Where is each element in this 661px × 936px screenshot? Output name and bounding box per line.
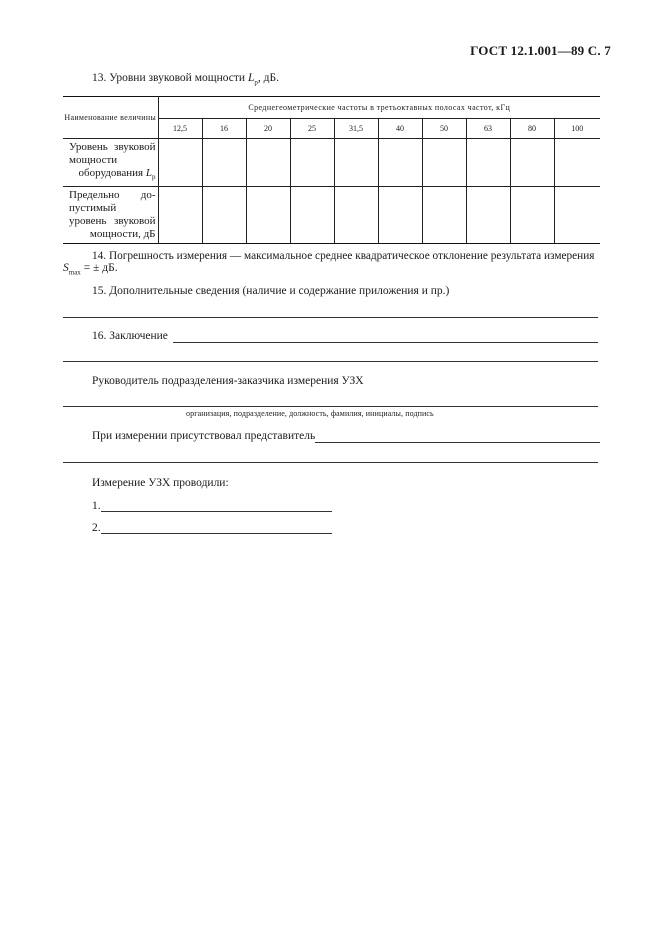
- table-cell: [290, 187, 334, 244]
- page-header: ГОСТ 12.1.001—89 С. 7: [470, 43, 611, 58]
- conducted-text: Измерение УЗХ проводили:: [92, 477, 229, 489]
- fill-line[interactable]: [63, 462, 598, 463]
- fill-line[interactable]: [63, 361, 598, 362]
- item-13-heading: [92, 72, 279, 86]
- table-cell: [510, 139, 554, 187]
- present-representative-text: При измерении присутствовал представитель: [92, 430, 316, 442]
- table-cell: [158, 139, 202, 187]
- table-cell: [378, 139, 422, 187]
- freq-cell: 16: [202, 119, 246, 139]
- table-cell: [466, 139, 510, 187]
- signer-2-fill-line[interactable]: [101, 533, 332, 534]
- table-cell: [554, 187, 600, 244]
- fill-line[interactable]: [63, 317, 598, 318]
- freq-cell: 31,5: [334, 119, 378, 139]
- table-cell: [334, 187, 378, 244]
- item-13-subscript: p: [254, 78, 258, 87]
- item-14-subscript: max: [68, 268, 81, 277]
- item-16-text: 16. Заключение: [92, 330, 168, 342]
- table-cell: [246, 187, 290, 244]
- freq-cell: 20: [246, 119, 290, 139]
- signer-1-number: 1.: [92, 500, 101, 512]
- sound-power-table: [63, 96, 600, 244]
- item-14-line2: [63, 262, 118, 276]
- freq-cell: 100: [554, 119, 600, 139]
- item-14-rest: = ± дБ.: [80, 262, 118, 274]
- head-of-unit-fill-line[interactable]: [63, 406, 598, 407]
- signer-2-number: 2.: [92, 522, 101, 534]
- head-of-unit-text: Руководитель подразделения-заказчика измерения УЗХ: [92, 375, 364, 387]
- item-14-symbol: S: [63, 262, 69, 274]
- table-cell: [466, 187, 510, 244]
- signature-caption: организация, подразделение, должность, фамилия, инициалы, подпись: [186, 409, 434, 418]
- conclusion-fill-line[interactable]: [173, 342, 598, 343]
- table-cell: [202, 139, 246, 187]
- item-13-text: 13. Уровни звуковой мощности: [92, 72, 248, 84]
- freq-cell: 25: [290, 119, 334, 139]
- row-label-subscript: p: [152, 173, 156, 182]
- table-cell: [554, 139, 600, 187]
- freq-header: Среднегеометрические частоты в третьоктавных полосах частот, кГц: [158, 97, 600, 119]
- freq-cell: 50: [422, 119, 466, 139]
- table-cell: [202, 187, 246, 244]
- table-cell: [246, 139, 290, 187]
- col-header-name: Наименование величины: [63, 97, 158, 139]
- table-cell: [158, 187, 202, 244]
- table-cell: [422, 187, 466, 244]
- signer-1-fill-line[interactable]: [101, 511, 332, 512]
- row-label-symbol: L: [145, 167, 152, 179]
- table-cell: [510, 187, 554, 244]
- freq-cell: 80: [510, 119, 554, 139]
- row-label-equipment-level: [63, 139, 158, 187]
- freq-cell: 63: [466, 119, 510, 139]
- freq-cell: 12,5: [158, 119, 202, 139]
- row-label-permissible-level: Предельно допустимый уровень звуковой мощности, дБ: [63, 187, 158, 244]
- representative-fill-line[interactable]: [315, 442, 600, 443]
- item-13-unit: , дБ.: [257, 72, 279, 84]
- freq-cell: 40: [378, 119, 422, 139]
- table-cell: [422, 139, 466, 187]
- item-14-line1: 14. Погрешность измерения — максимальное среднее квадратическое отклонение результата измерения: [92, 250, 595, 262]
- item-15-text: 15. Дополнительные сведения (наличие и содержание приложения и пр.): [92, 285, 450, 297]
- item-13-symbol: L: [247, 72, 255, 84]
- row-label-equipment-level-text: Уровень звуковой мощности оборудования: [69, 141, 156, 179]
- table-cell: [334, 139, 378, 187]
- table-cell: [378, 187, 422, 244]
- table-cell: [290, 139, 334, 187]
